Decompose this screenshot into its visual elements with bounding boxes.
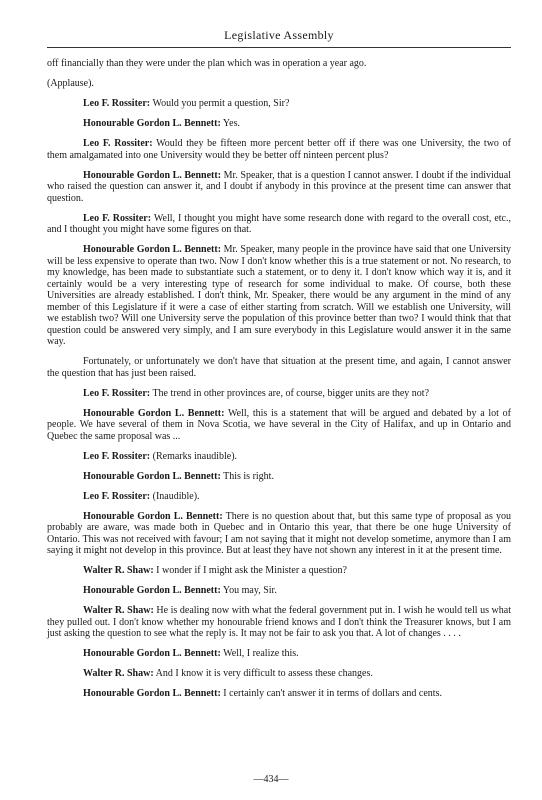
speaker-name: Leo F. Rossiter: [83, 138, 153, 149]
speaker-name: Leo F. Rossiter: [83, 98, 151, 109]
transcript-paragraph [47, 451, 511, 463]
paragraph-text: Would you permit a question, Sir? [150, 98, 290, 109]
paragraph-text: And I know it is very difficult to assess these changes. [153, 668, 373, 679]
transcript-paragraph [47, 565, 511, 577]
paragraph-text: (Remarks inaudible). [150, 450, 238, 462]
transcript-paragraph [47, 213, 511, 236]
paragraph-text: You may, Sir. [220, 585, 277, 596]
transcript-paragraph [47, 471, 511, 483]
transcript-paragraph [47, 58, 511, 70]
transcript-paragraph [47, 388, 511, 400]
paragraph-text: Well, this is a statement that will be argued and debated by a lot of people. We have several of them in Nova Scotia, we have several in the City of Halifax, and up in Ontario and Quebec the same proposal was ... [47, 407, 512, 442]
transcript-paragraph [47, 688, 511, 700]
transcript-paragraph [47, 668, 511, 680]
speaker-name: Leo F. Rossiter: [83, 450, 151, 462]
transcript-paragraph [47, 244, 511, 348]
transcript-paragraph [47, 648, 511, 660]
speaker-name: Honourable Gordon L. Bennett: [83, 648, 221, 659]
speaker-name: Honourable Gordon L. Bennett: [83, 169, 222, 181]
paragraph-text: (Applause). [47, 78, 94, 89]
page-number: —434— [253, 774, 289, 785]
transcript-paragraph [47, 511, 511, 557]
transcript-paragraph [47, 138, 511, 161]
transcript-paragraph [47, 78, 511, 90]
transcript-paragraph [47, 118, 511, 130]
transcript-paragraph [47, 605, 511, 640]
paragraph-text: I certainly can't answer it in terms of dollars and cents. [220, 688, 442, 699]
speaker-name: Honourable Gordon L. Bennett: [83, 688, 221, 699]
transcript-body [47, 58, 511, 700]
paragraph-text: Mr. Speaker, many people in the province have said that one University will be less expensive to operate than two. Now I don't know whether this is a true statement or not. No research, to my knowledge, has been made to substantiate such a statement, or to deny it. I don't know which way it is, and it certainly would be a very interesting type of research for some individual to make. Of course, both these Universities are already established. I don't think, Mr. Speaker, there would be any argument in the mind of any member of this Legislature if it were a case of either starting from scratch. Will we establish one University, will we establish two? Will one University serve the population of this province better than two? I would think that that question could be answered very simply, and I am sure everybody in this Legislature would answer it in the same way. [47, 244, 511, 347]
speaker-name: Honourable Gordon L. Bennett: [83, 244, 222, 255]
speaker-name: Leo F. Rossiter: [83, 387, 151, 399]
paragraph-text: Yes. [220, 118, 240, 129]
paragraph-text: Well, I thought you might have some research done with regard to the overall cost, etc., and I thought you might have some figures on that. [47, 212, 511, 235]
paragraph-text: Mr. Speaker, that is a question I cannot answer. I doubt if the individual who raised the question can answer it, and I doubt if anybody in this province at the present time can answer that question. [47, 169, 511, 204]
speaker-name: Honourable Gordon L. Bennett: [83, 585, 221, 596]
speaker-name: Leo F. Rossiter: [83, 212, 152, 224]
paragraph-text: The trend in other provinces are, of course, bigger units are they not? [150, 387, 430, 399]
paragraph-text: I wonder if I might ask the Minister a question? [153, 565, 347, 576]
speaker-name: Honourable Gordon L. Bennett: [83, 118, 221, 129]
paragraph-text: He is dealing now with what the federal government put in. I wish he would tell us what they pulled out. I don't know whether my honourable friend knows and I don't think the Treasurer knows, but I am just asking the question to see what the reply is. It may not be fair to ask you that. A lot of changes . . . . [47, 605, 511, 639]
transcript-paragraph [47, 585, 511, 597]
paragraph-text: There is no question about that, but this same type of proposal as you probably are aware, was made both in Quebec and in Ontario this year, that there be one huge University of Ontario. This was not received with favour; I am not saying that it might not develop sometime, anymore than I am saying it might not develop in this province. But at least they have not shown any interest in it at the present time. [47, 510, 511, 556]
paragraph-text: This is right. [220, 470, 274, 482]
transcript-paragraph [47, 356, 511, 379]
transcript-paragraph [47, 408, 511, 443]
paragraph-text: (Inaudible). [150, 490, 200, 502]
speaker-name: Walter R. Shaw: [83, 605, 154, 616]
speaker-name: Honourable Gordon L. Bennett: [83, 470, 221, 482]
speaker-name: Honourable Gordon L. Bennett: [83, 510, 223, 522]
paragraph-text: Fortunately, or unfortunately we don't have that situation at the present time, and again, I cannot answer the question that has just been raised. [47, 356, 511, 379]
transcript-paragraph [47, 98, 511, 110]
speaker-name: Walter R. Shaw: [83, 668, 154, 679]
paragraph-text: Well, I realize this. [220, 648, 299, 659]
paragraph-text: off financially than they were under the plan which was in operation a year ago. [47, 58, 367, 69]
speaker-name: Honourable Gordon L. Bennett: [83, 407, 225, 419]
speaker-name: Leo F. Rossiter: [83, 490, 151, 502]
page-header: Legislative Assembly [47, 28, 511, 48]
transcript-paragraph [47, 170, 511, 205]
transcript-paragraph [47, 491, 511, 503]
paragraph-text: Would they be fifteen more percent better off if there was one University, the two of them amalgamated into one University would they be better off ninteen percent plus? [47, 138, 511, 161]
speaker-name: Walter R. Shaw: [83, 565, 154, 576]
